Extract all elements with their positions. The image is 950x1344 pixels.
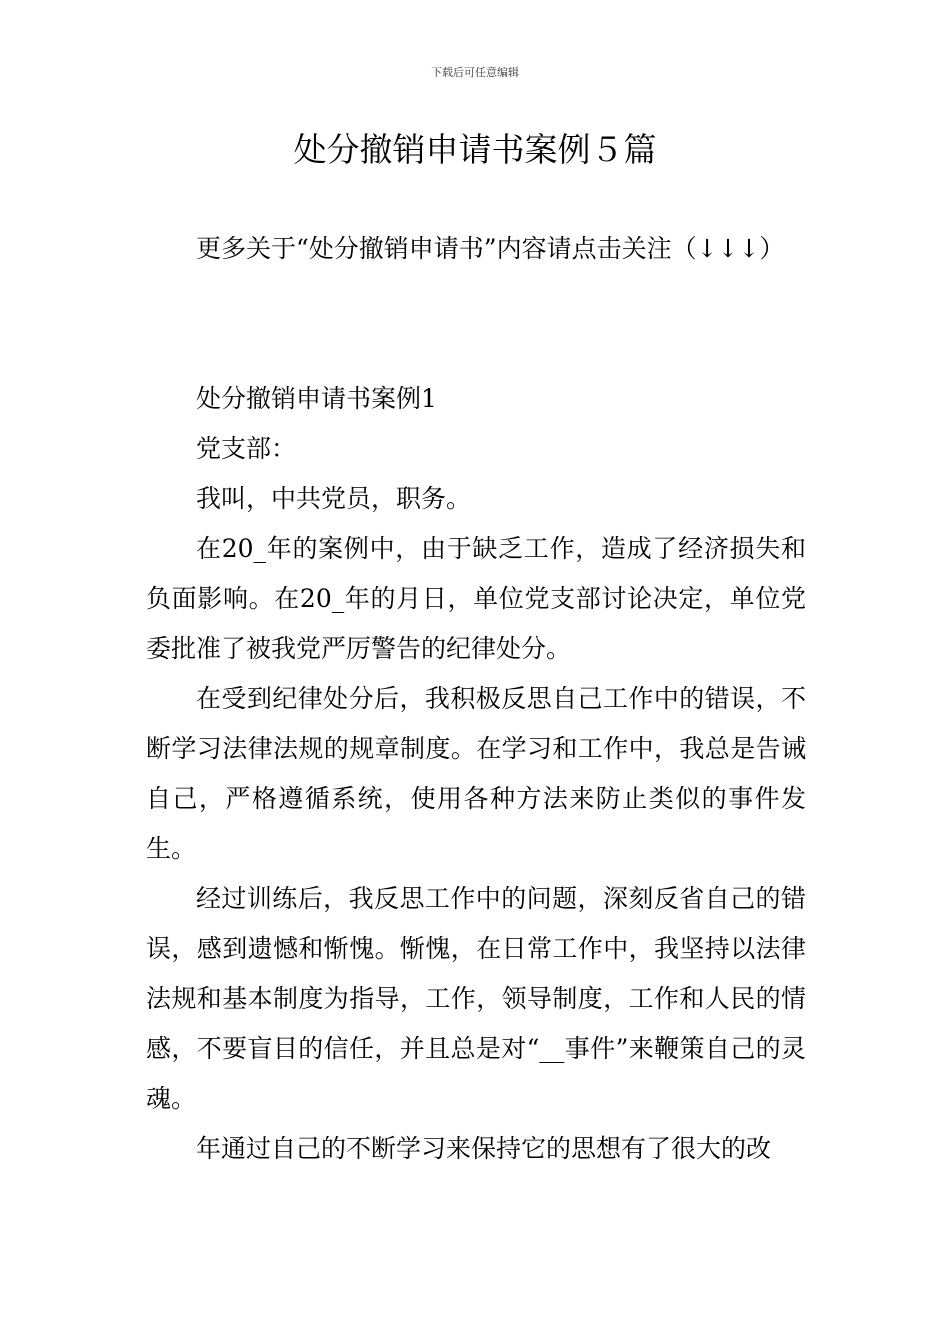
blank-gap bbox=[146, 274, 806, 374]
paragraph-training: 经过训练后，我反思工作中的问题，深刻反省自己的错误，感到遗憾和惭愧。惭愧，在日常工作中，我坚持以法律法规和基本制度为指导，工作，领导制度，工作和人民的情感，不要盲目的信任，并且总是对“__事件”来鞭策自己的灵魂。 bbox=[146, 884, 806, 1113]
case-heading: 处分撤销申请书案例1 bbox=[196, 384, 437, 413]
header-note: 下载后可任意编辑 bbox=[431, 66, 519, 79]
document-body bbox=[146, 224, 806, 1174]
salutation: 党支部： bbox=[196, 434, 297, 463]
paragraph-incident: 在20_年的案例中，由于缺乏工作，造成了经济损失和负面影响。在20_年的月日，单位党支部讨论决定，单位党委批准了被我党严厉警告的纪律处分。 bbox=[146, 534, 806, 663]
paragraph-continued: 年通过自己的不断学习来保持它的思想有了很大的改 bbox=[196, 1134, 772, 1163]
intro-paragraph: 更多关于“处分撤销申请书”内容请点击关注（↓↓↓） bbox=[196, 234, 785, 263]
document-title: 处分撤销申请书案例５篇 bbox=[293, 130, 657, 169]
paragraph-self-intro: 我叫，中共党员，职务。 bbox=[196, 484, 472, 513]
paragraph-reflection: 在受到纪律处分后，我积极反思自己工作中的错误，不断学习法律法规的规章制度。在学习和工作中，我总是告诫自己，严格遵循系统，使用各种方法来防止类似的事件发生。 bbox=[146, 684, 806, 863]
